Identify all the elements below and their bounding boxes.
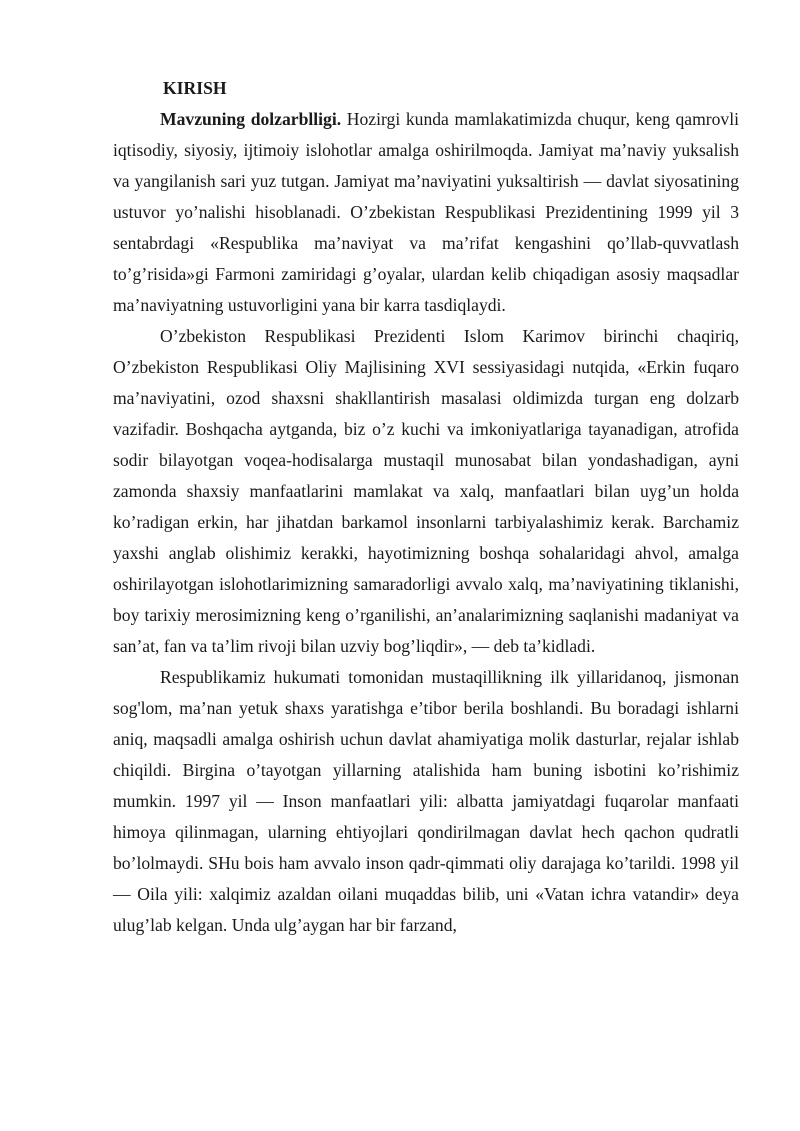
section-heading: KIRISH: [163, 78, 227, 98]
document-page: [113, 70, 739, 941]
paragraph-relevance: [113, 104, 739, 321]
paragraph-text: Respublikamiz hukumati tomonidan mustaqillikning ilk yillaridanoq, jismonan sog'lom, ma’nan yetuk shaxs yaratishga e’tibor berila boshlandi. Bu boradagi ishlarni aniq, maqsadli amalga oshirish uchun davlat ahamiyatiga molik dasturlar, rejalar ishlab chiqildi. Birgina o’tayotgan yillarning atalishida ham buning isbotini ko’rishimiz mumkin. 1997 yil — Inson manfaatlari yili: albatta jamiyatdagi fuqarolar manfaati himoya qilinmagan, ularning ehtiyojlari qondirilmagan davlat hech qachon qudratli bo’lolmaydi. SHu bois ham avvalo inson qadr-qimmati oliy darajaga ko’tarildi. 1998 yil — Oila yili: xalqimiz azaldan oilani muqaddas bilib, uni «Vatan ichra vatandir» deya ulug’lab kelgan. Unda ulg’aygan har bir farzand,: [113, 667, 739, 935]
paragraph-text: O’zbekiston Respublikasi Prezidenti Islom Karimov birinchi chaqiriq, O’zbekiston Respublikasi Oliy Majlisining XVI sessiyasidagi nutqida, «Erkin fuqaro ma’naviyatini, ozod shaxsni shakllantirish masalasi oldimizda turgan eng dolzarb vazifadir. Boshqacha aytganda, biz o’z kuchi va imkoniyatlariga tayanadigan, atrofida sodir bilayotgan voqea-hodisalarga mustaqil munosabat bilan yondashadigan, ayni zamonda shaxsiy manfaatlarini mamlakat va xalq, manfaatlari bilan uyg’un holda ko’radigan erkin, har jihatdan barkamol insonlarni tarbiyalashimiz kerak. Barchamiz yaxshi anglab olishimiz kerakki, hayotimizning boshqa sohalaridagi ahvol, amalga oshirilayotgan islohotlarimizning samaradorligi avvalo xalq, ma’naviyatining tiklanishi, boy tarixiy merosimizning keng o’rganilishi, an’analarimizning saqlanishi madaniyat va san’at, fan va ta’lim rivoji bilan uzviy bog’liqdir», — deb ta’kidladi.: [113, 326, 739, 656]
paragraph-president-speech: [113, 321, 739, 662]
paragraph-lead: Mavzuning dolzarblligi.: [160, 109, 342, 129]
paragraph-text: Hozirgi kunda mamlakatimizda chuqur, keng qamrovli iqtisodiy, siyosiy, ijtimoiy islohotlar amalga oshirilmoqda. Jamiyat ma’naviy yuksalish va yangilanish sari yuz tutgan. Jamiyat ma’naviyatini yuksaltirish — davlat siyosatining ustuvor yo’nalishi hisoblanadi. O’zbekistan Respublikasi Prezidentining 1999 yil 3 sentabrdagi «Respublika ma’naviyat va ma’rifat kengashini qo’llab-quvvatlash to’g’risida»gi Farmoni zamiridagi g’oyalar, ulardan kelib chiqadigan asosiy maqsadlar ma’naviyatning ustuvorligini yana bir karra tasdiqlaydi.: [113, 109, 739, 315]
paragraph-government: [113, 662, 739, 941]
